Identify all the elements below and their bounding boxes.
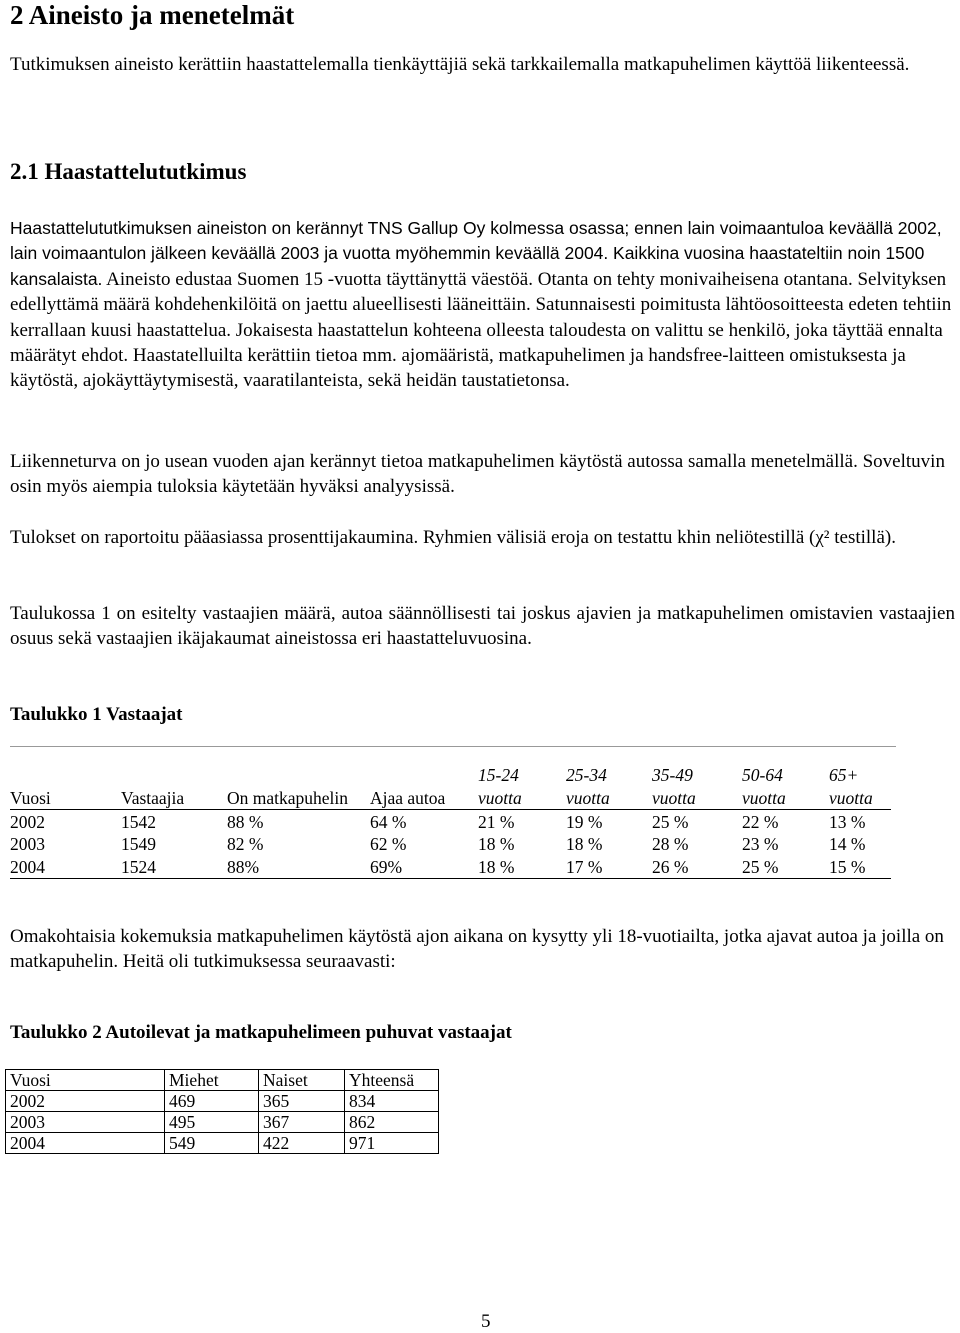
method-sentence: Aineisto edustaa Suomen 15 -vuotta täyttänyttä väestöä. — [106, 268, 533, 290]
table-cell: 367 — [259, 1112, 345, 1133]
age-range: 35-49 — [652, 765, 693, 785]
table1-header-cell: On matkapuhelin — [227, 764, 370, 810]
method-sentence: Selvityksen edellyttämä määrä kohdehenkilöitä on jaettu alueellisesti lääneittäin. Satunnaisesti poimitusta lähtöosoitteesta edeten tehtiin kerrallaan kuusi haastattelua. Jokaisesta haastattelun kohteena olleesta taloudesta on valittu se henkilö, joka täyttää ennalta määrätyt ehdot. Haastatelluilta kerättiin tietoa mm. ajomääristä, matkapuhelimen ja handsfree-laitteen omistuksesta ja käytöstä, ajokäyttäytymisestä, vaaratilanteista, sekä heidän taustatietonsa. — [10, 268, 952, 392]
table-cell: 19 % — [566, 811, 603, 832]
table-cell: 2002 — [10, 811, 45, 832]
table-row — [10, 833, 891, 856]
table-cell: 1549 — [121, 834, 156, 854]
table-cell: 18 % — [478, 834, 515, 854]
table1-header-cell: Vastaajia — [121, 764, 227, 810]
table1-header-cell: Vuosi — [10, 764, 121, 810]
age-unit: vuotta — [742, 787, 786, 808]
table-cell: 495 — [165, 1112, 259, 1133]
age-unit: vuotta — [829, 787, 873, 808]
table-cell: 28 % — [652, 834, 689, 854]
method-sentence: Haastattelututkimuksen aineiston on kerännyt TNS Gallup Oy kolmessa osassa; ennen lain voimaantuloa keväällä 2002, lain voimaantulon jälkeen keväällä 2003 ja vuotta myöhemmin keväällä 2004. — [10, 218, 942, 264]
table-cell: 834 — [345, 1091, 439, 1112]
table-intro-paragraph: Taulukossa 1 on esitelty vastaajien määrä, autoa säännöllisesti tai joskus ajavien ja matkapuhelimen omistavien vastaajien osuus sekä vastaajien ikäjakaumat aineistossa eri haastatteluvuosina. — [10, 603, 955, 650]
method-paragraph — [10, 216, 955, 394]
table2-header-cell: Vuosi — [6, 1070, 165, 1091]
table-cell: 469 — [165, 1091, 259, 1112]
table-cell: 365 — [259, 1091, 345, 1112]
data-source-paragraph: Liikenneturva on jo usean vuoden ajan kerännyt tietoa matkapuhelimen käytöstä autossa samalla menetelmällä. Soveltuvin osin myös aiempia tuloksia käytetään hyväksi analyysissä. — [10, 451, 945, 498]
table-cell: 2002 — [6, 1091, 165, 1112]
table-cell: 2004 — [10, 855, 121, 878]
section-heading: 2 Aineisto ja menetelmät — [10, 0, 295, 30]
table-cell: 18 % — [566, 834, 603, 854]
statistics-paragraph: Tulokset on raportoitu pääasiassa prosenttijakaumina. Ryhmien välisiä eroja on testattu khin neliötestillä (χ² testillä). — [10, 527, 896, 548]
table-cell: 13 % — [829, 811, 866, 832]
table-cell: 2003 — [6, 1112, 165, 1133]
table1-age-header — [478, 764, 566, 810]
table-cell: 17 % — [566, 855, 652, 878]
table-row — [6, 1133, 439, 1154]
table2-header-row — [6, 1070, 439, 1091]
age-range: 50-64 — [742, 765, 783, 785]
table1-age-header — [742, 764, 829, 810]
table-cell: 15 % — [829, 855, 891, 878]
table-cell: 18 % — [478, 855, 566, 878]
respondents-table — [10, 764, 891, 879]
table-cell: 88 % — [227, 811, 264, 832]
table1-age-header — [829, 764, 891, 810]
table-cell: 2003 — [10, 834, 45, 854]
table-row — [6, 1112, 439, 1133]
page-number: 5 — [481, 1311, 491, 1332]
age-unit: vuotta — [566, 787, 610, 808]
table2-header-cell: Miehet — [165, 1070, 259, 1091]
table-cell: 25 % — [652, 811, 689, 832]
table1-age-header — [566, 764, 652, 810]
table-cell: 88% — [227, 855, 370, 878]
table1-age-header — [652, 764, 742, 810]
table2-header-cell: Yhteensä — [345, 1070, 439, 1091]
table-row — [10, 855, 891, 878]
table-cell: 1524 — [121, 855, 227, 878]
table1-header-cell: Ajaa autoa — [370, 764, 478, 810]
age-unit: vuotta — [478, 787, 522, 808]
table-row — [10, 810, 891, 833]
table-cell: 22 % — [742, 811, 779, 832]
table2-header-cell: Naiset — [259, 1070, 345, 1091]
table-cell: 549 — [165, 1133, 259, 1154]
table-cell: 25 % — [742, 855, 829, 878]
table-cell: 862 — [345, 1112, 439, 1133]
table-cell: 21 % — [478, 811, 515, 832]
method-sentence: Kaikkina vuosina haastateltiin noin 1500 kansalaista. — [10, 243, 925, 289]
age-range: 15-24 — [478, 765, 519, 785]
table-cell: 23 % — [742, 834, 779, 854]
table1-caption: Taulukko 1 Vastaajat — [10, 704, 183, 725]
table-cell: 64 % — [370, 811, 407, 832]
table-cell: 971 — [345, 1133, 439, 1154]
table-cell: 69% — [370, 855, 478, 878]
method-sentence: Otanta on tehty monivaiheisena otantana. — [537, 268, 853, 290]
post-table-paragraph: Omakohtaisia kokemuksia matkapuhelimen käytöstä ajon aikana on kysytty yli 18-vuotiailta, jotka ajavat autoa ja joilla on matkapuhelin. Heitä oli tutkimuksessa seuraavasti: — [10, 926, 944, 973]
table-cell: 26 % — [652, 855, 742, 878]
age-range: 65+ — [829, 765, 859, 785]
table-cell: 14 % — [829, 834, 866, 854]
section-intro: Tutkimuksen aineisto kerättiin haastattelemalla tienkäyttäjiä sekä tarkkailemalla matkapuhelimen käyttöä liikenteessä. — [10, 54, 910, 75]
age-unit: vuotta — [652, 787, 696, 808]
table-cell: 1542 — [121, 811, 156, 832]
table-row — [6, 1091, 439, 1112]
table-cell: 422 — [259, 1133, 345, 1154]
table1-header-row — [10, 764, 891, 810]
table-cell: 2004 — [6, 1133, 165, 1154]
table1-top-rule — [10, 746, 896, 747]
table2-caption: Taulukko 2 Autoilevat ja matkapuhelimeen puhuvat vastaajat — [10, 1022, 512, 1043]
drivers-table — [5, 1069, 439, 1154]
subsection-heading: 2.1 Haastattelututkimus — [10, 159, 247, 184]
table-cell: 82 % — [227, 834, 264, 854]
age-range: 25-34 — [566, 765, 607, 785]
table-cell: 62 % — [370, 834, 407, 854]
